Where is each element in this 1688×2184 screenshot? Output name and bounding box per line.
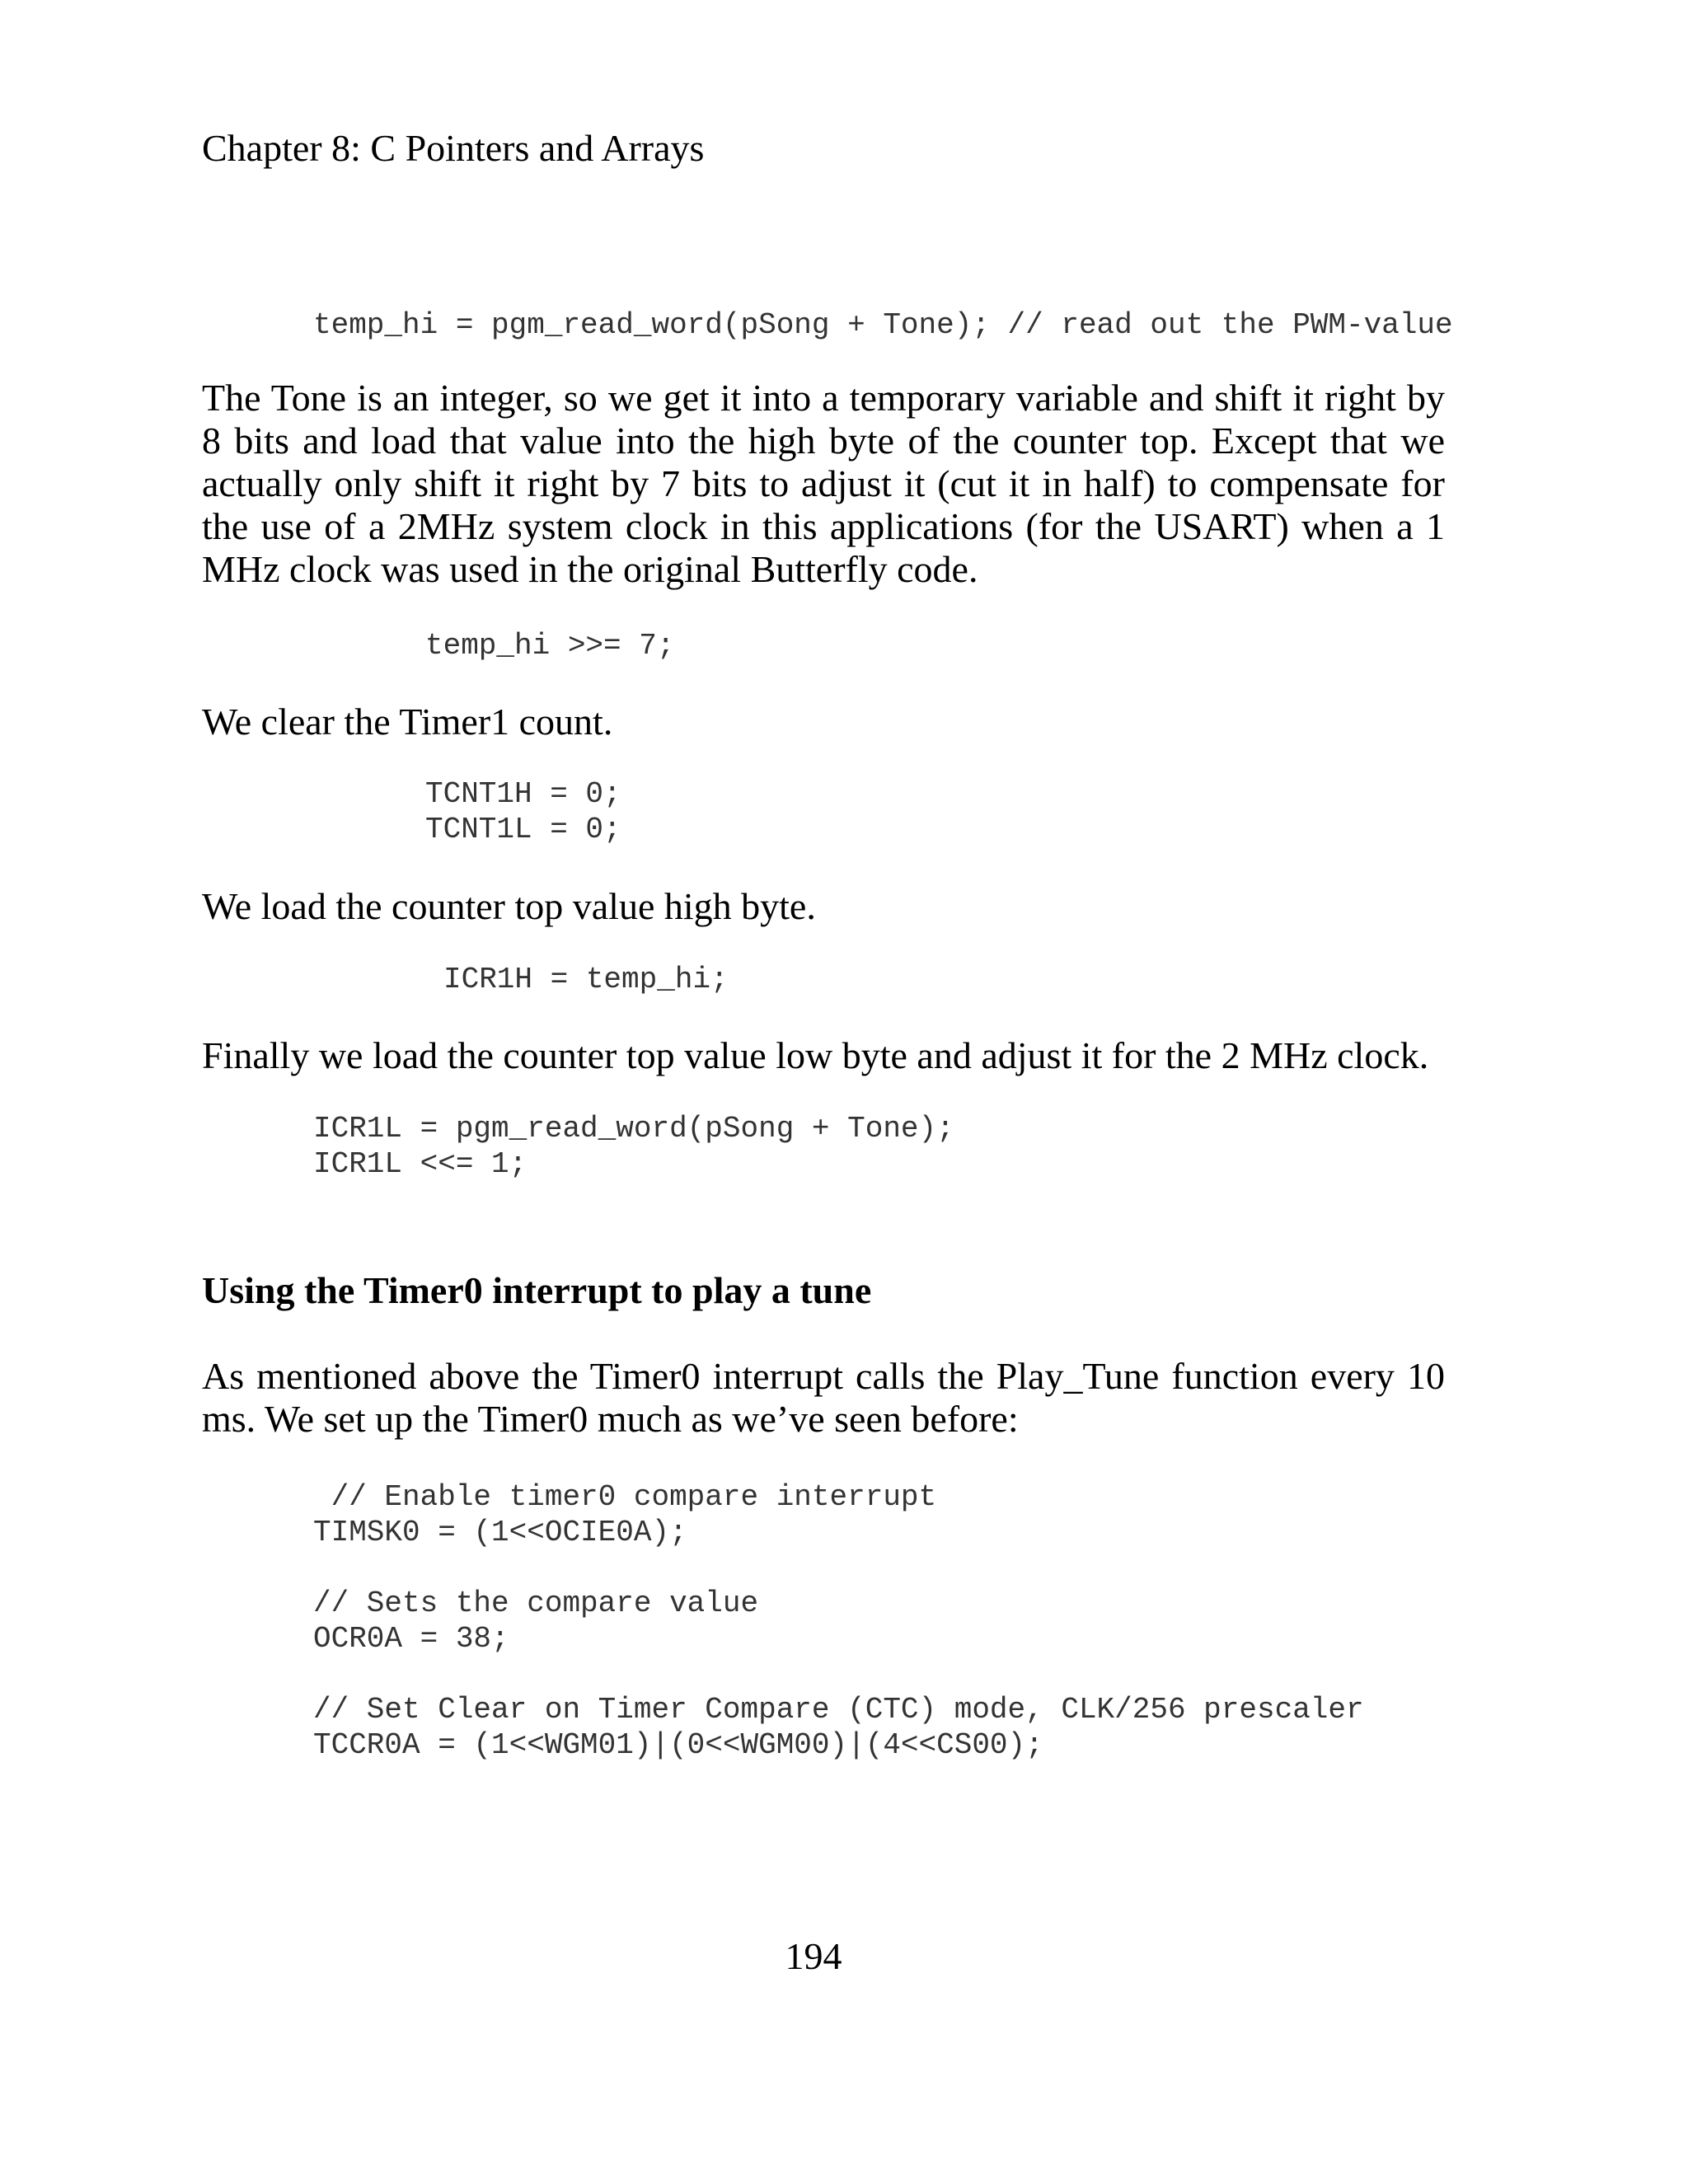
code-block-pgm-read: temp_hi = pgm_read_word(pSong + Tone); // read out the PWM-value	[313, 308, 1453, 342]
chapter-header: Chapter 8: C Pointers and Arrays	[202, 127, 705, 169]
code-block-icr1h: ICR1H = temp_hi;	[443, 963, 729, 996]
section-heading: Using the Timer0 interrupt to play a tune	[202, 1269, 872, 1311]
page-number: 194	[785, 1935, 842, 1977]
paragraph-clear-count: We clear the Timer1 count.	[202, 701, 613, 743]
code-block-timer0-setup: // Enable timer0 compare interrupt TIMSK0 = (1<<OCIE0A); // Sets the compare value OCR0A = 38; // Set Clear on Timer Compare (CTC) mode, CLK/256 prescaler TCCR0A = (1<<WGM01)|(0<<WGM00)|(4<<CS00);	[313, 1480, 1364, 1762]
code-block-shift: temp_hi >>= 7;	[425, 629, 675, 663]
paragraph-tone-shift: The Tone is an integer, so we get it into a temporary variable and shift it right by 8 bits and load that value into the high byte of the counter top. Except that we actually only shift it right by 7 bits to adjust it (cut it in half) to compensate for the use of a 2MHz system clock in this applications (for the USART) when a 1 MHz clock was used in the original Butterfly code.	[202, 377, 1445, 590]
code-block-tcnt: TCNT1H = 0; TCNT1L = 0;	[425, 777, 621, 846]
code-block-icr1l: ICR1L = pgm_read_word(pSong + Tone); ICR1L <<= 1;	[313, 1112, 954, 1181]
paragraph-timer0-intro: As mentioned above the Timer0 interrupt calls the Play_Tune function every 10 ms. We set up the Timer0 much as we’ve seen before:	[202, 1355, 1445, 1440]
paragraph-load-low: Finally we load the counter top value low byte and adjust it for the 2 MHz clock.	[202, 1034, 1429, 1076]
paragraph-load-high: We load the counter top value high byte.	[202, 885, 816, 927]
